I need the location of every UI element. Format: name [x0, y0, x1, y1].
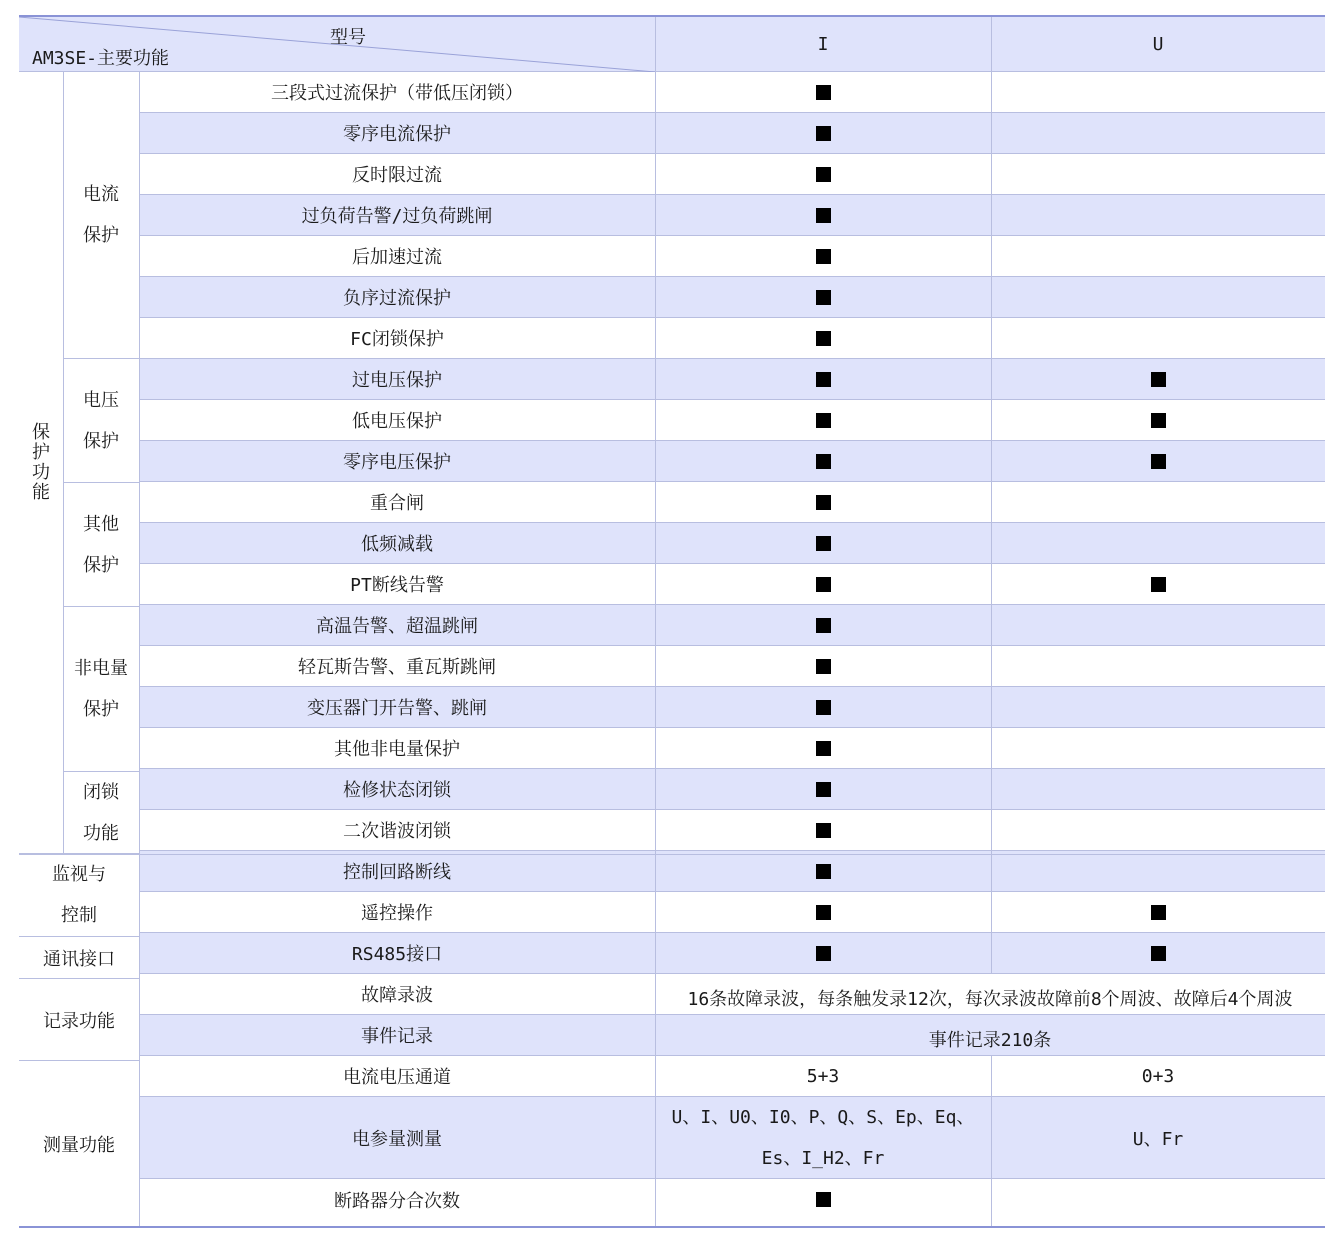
col-u-cell [991, 564, 1325, 605]
separator [139, 72, 140, 1226]
col-u-cell [991, 851, 1325, 892]
checked-square-icon [816, 823, 831, 838]
col-i-cell [655, 1179, 991, 1220]
col-u-cell [991, 154, 1325, 195]
checked-square-icon [816, 536, 831, 551]
feature-name-cell [139, 523, 655, 564]
col-i-cell [655, 605, 991, 646]
group-nonelectric-protection: 非电量 保护 [63, 607, 139, 772]
merged-value-text: 16条故障录波，每条触发录12次，每次录波故障前8个周波、故障后4个周波 [687, 989, 1293, 1010]
group-measure: 测量功能 [43, 1134, 115, 1156]
col-i-cell [655, 359, 991, 400]
checked-square-icon [816, 946, 831, 961]
checked-square-icon [1151, 372, 1166, 387]
col-i-cell [655, 400, 991, 441]
col-u-cell [991, 769, 1325, 810]
col-u-cell [991, 1097, 1325, 1179]
col-i-cell [655, 1097, 991, 1179]
col-i-cell [655, 72, 991, 113]
col-i-cell [655, 769, 991, 810]
separator [655, 17, 656, 1226]
feature-name: FC闭锁保护 [350, 329, 444, 350]
feature-name-cell [139, 646, 655, 687]
checked-square-icon [816, 290, 831, 305]
col-i-cell [655, 564, 991, 605]
checked-square-icon [1151, 946, 1166, 961]
main-function-header-label: AM3SE-主要功能 [32, 48, 170, 69]
col-u-cell [991, 72, 1325, 113]
model-header-label: 型号 [330, 27, 366, 48]
col-u-cell [991, 933, 1325, 974]
checked-square-icon [816, 331, 831, 346]
col-i-cell [655, 728, 991, 769]
feature-name: 事件记录 [361, 1026, 433, 1047]
feature-name: 零序电流保护 [343, 124, 451, 145]
col-i-cell [655, 523, 991, 564]
feature-name: 过电压保护 [352, 370, 442, 391]
feature-name-cell [139, 1056, 655, 1097]
col-u-cell [991, 441, 1325, 482]
col-u-cell [991, 892, 1325, 933]
feature-name-cell [139, 851, 655, 892]
col-i-cell [655, 851, 991, 892]
feature-name: 检修状态闭锁 [343, 780, 451, 801]
col-u-cell [991, 728, 1325, 769]
feature-name: 断路器分合次数 [334, 1190, 460, 1212]
channel-value-text: 5+3 [806, 1065, 840, 1087]
feature-name-cell [139, 933, 655, 974]
group-protection-label: 保 护 功 能 [32, 421, 50, 503]
feature-name-cell [139, 974, 655, 1015]
checked-square-icon [816, 495, 831, 510]
feature-name-cell [139, 359, 655, 400]
col-u-cell [991, 195, 1325, 236]
feature-name-cell [139, 564, 655, 605]
separator [991, 17, 992, 974]
col-header-i: I [655, 17, 991, 72]
feature-name: 其他非电量保护 [334, 739, 460, 760]
col-u-cell [991, 1179, 1325, 1220]
feature-name-cell [139, 113, 655, 154]
table-top-border [19, 15, 1325, 17]
checked-square-icon [816, 454, 831, 469]
col-i-cell [655, 892, 991, 933]
feature-name: 二次谐波闭锁 [343, 821, 451, 842]
feature-name: 变压器门开告警、跳闸 [307, 698, 487, 719]
feature-name-cell [139, 400, 655, 441]
function-table [19, 15, 1325, 1228]
checked-square-icon [816, 85, 831, 100]
group-protection [19, 72, 63, 854]
group-record: 记录功能 [19, 979, 139, 1061]
feature-name-cell [139, 482, 655, 523]
feature-name: PT断线告警 [350, 575, 444, 596]
col-u-cell [991, 277, 1325, 318]
checked-square-icon [816, 741, 831, 756]
checked-square-icon [816, 618, 831, 633]
feature-name-cell [139, 728, 655, 769]
feature-name: 三段式过流保护（带低压闭锁） [271, 83, 523, 104]
checked-square-icon [816, 167, 831, 182]
checked-square-icon [816, 1192, 831, 1207]
feature-name-cell [139, 72, 655, 113]
checked-square-icon [1151, 577, 1166, 592]
merged-value-cell [655, 974, 1325, 1015]
feature-name: 高温告警、超温跳闸 [316, 616, 478, 637]
feature-name: 零序电压保护 [343, 452, 451, 473]
feature-name-cell [139, 195, 655, 236]
feature-name-cell [139, 1179, 655, 1220]
feature-name: 负序过流保护 [343, 288, 451, 309]
col-header-u: U [991, 17, 1325, 72]
checked-square-icon [816, 905, 831, 920]
col-i-cell [655, 687, 991, 728]
col-u-cell [991, 400, 1325, 441]
feature-name-cell [139, 1015, 655, 1056]
col-i-cell [655, 195, 991, 236]
feature-name-cell [139, 277, 655, 318]
measure-value-text: U、I、U0、I0、P、Q、S、Ep、Eq、 [671, 1106, 975, 1128]
col-i-cell [655, 933, 991, 974]
col-i-cell [655, 482, 991, 523]
col-u-cell [991, 318, 1325, 359]
checked-square-icon [816, 413, 831, 428]
checked-square-icon [816, 249, 831, 264]
feature-name-cell [139, 687, 655, 728]
checked-square-icon [1151, 905, 1166, 920]
col-i-cell [655, 277, 991, 318]
group-lock-function: 闭锁 功能 [63, 772, 139, 854]
col-i-cell [655, 113, 991, 154]
feature-name: 过负荷告警/过负荷跳闸 [301, 206, 493, 227]
feature-name: 电参量测量 [352, 1128, 442, 1150]
separator [63, 72, 64, 854]
header-corner-cell [19, 17, 655, 72]
feature-name-cell [139, 810, 655, 851]
merged-value-text: 事件记录210条 [928, 1030, 1052, 1051]
group-current-protection: 电流 保护 [63, 72, 139, 359]
feature-name-cell [139, 1097, 655, 1179]
group-voltage-protection: 电压 保护 [63, 359, 139, 483]
col-u-cell [991, 646, 1325, 687]
feature-name-cell [139, 892, 655, 933]
feature-name: 重合闸 [370, 493, 424, 514]
col-u-cell [991, 810, 1325, 851]
group-communication: 通讯接口 [19, 937, 139, 979]
checked-square-icon [816, 782, 831, 797]
checked-square-icon [816, 372, 831, 387]
feature-name-cell [139, 605, 655, 646]
col-i-cell [655, 154, 991, 195]
col-i-cell [655, 441, 991, 482]
feature-name-cell [139, 441, 655, 482]
group-monitor-control: 监视与 控制 [19, 854, 139, 937]
feature-name: 遥控操作 [361, 903, 433, 924]
feature-name: 低电压保护 [352, 411, 442, 432]
channel-value-text: 0+3 [1141, 1065, 1175, 1087]
col-u-cell [991, 113, 1325, 154]
checked-square-icon [816, 126, 831, 141]
col-u-cell [991, 605, 1325, 646]
measure-value-text: Es、I_H2、Fr [761, 1147, 885, 1169]
feature-name: 轻瓦斯告警、重瓦斯跳闸 [298, 657, 496, 678]
checked-square-icon [1151, 413, 1166, 428]
col-i-cell [655, 810, 991, 851]
checked-square-icon [816, 577, 831, 592]
feature-name: 控制回路断线 [343, 862, 451, 883]
checked-square-icon [816, 208, 831, 223]
col-i-cell [655, 646, 991, 687]
feature-name: 低频减载 [361, 534, 433, 555]
feature-name-cell [139, 154, 655, 195]
col-i-cell [655, 236, 991, 277]
feature-name: 反时限过流 [352, 165, 442, 186]
group-other-protection: 其他 保护 [63, 483, 139, 607]
feature-name-cell [139, 769, 655, 810]
feature-name: RS485接口 [351, 944, 443, 965]
checked-square-icon [1151, 454, 1166, 469]
channel-value-text: U、Fr [1132, 1128, 1184, 1150]
col-u-cell [991, 687, 1325, 728]
feature-name-cell [139, 318, 655, 359]
checked-square-icon [816, 659, 831, 674]
table-bottom-border [19, 1226, 1325, 1228]
separator [991, 1056, 992, 1226]
feature-name: 后加速过流 [352, 247, 442, 268]
feature-name: 电流电压通道 [343, 1067, 451, 1088]
feature-name-cell [139, 236, 655, 277]
checked-square-icon [816, 864, 831, 879]
checked-square-icon [816, 700, 831, 715]
col-i-cell [655, 318, 991, 359]
merged-value-cell [655, 1015, 1325, 1056]
col-u-cell [991, 359, 1325, 400]
col-u-cell [991, 523, 1325, 564]
feature-name: 故障录波 [361, 985, 433, 1006]
col-i-cell [655, 1056, 991, 1097]
col-u-cell [991, 1056, 1325, 1097]
col-u-cell [991, 236, 1325, 277]
separator [19, 854, 1325, 855]
col-u-cell [991, 482, 1325, 523]
